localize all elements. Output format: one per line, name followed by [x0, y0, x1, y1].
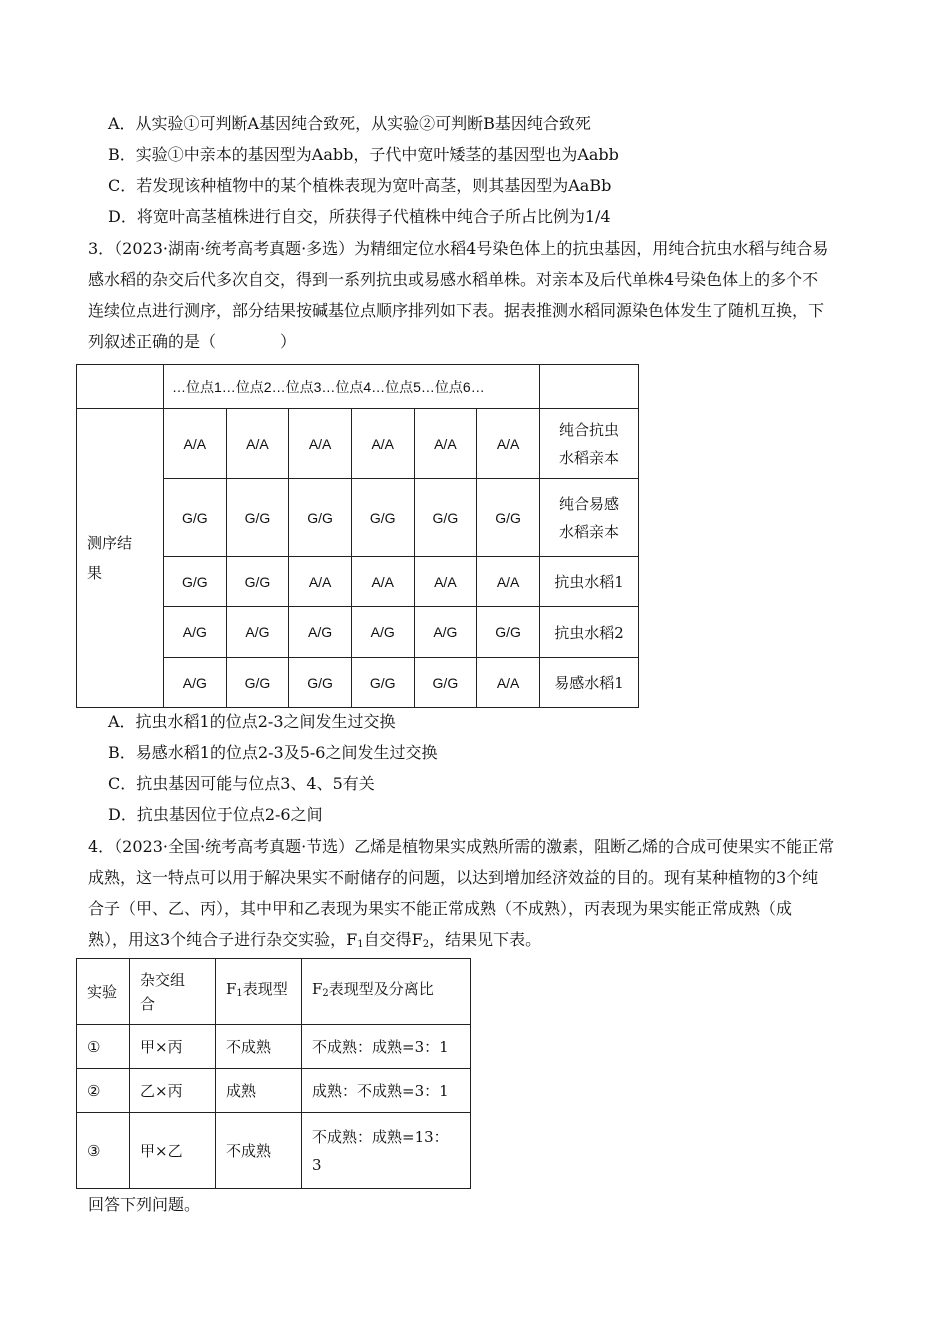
- cell-cross: 乙×丙: [130, 1069, 216, 1113]
- cell-experiment: ②: [77, 1069, 130, 1113]
- genotype-cell: A/A: [351, 557, 414, 607]
- genotype-cell: A/G: [289, 607, 352, 658]
- row-label: 抗虫水稻2: [540, 607, 639, 658]
- cell-f2: 成熟：不成熟=3：1: [302, 1069, 471, 1113]
- genotype-cell: A/A: [289, 557, 352, 607]
- genotype-cell: G/G: [414, 658, 477, 708]
- row-group-label: 测序结 果: [77, 409, 164, 708]
- genotype-cell: A/G: [414, 607, 477, 658]
- table-row: [77, 1025, 471, 1069]
- genotype-cell: G/G: [351, 479, 414, 557]
- cell-f1: 成熟: [216, 1069, 302, 1113]
- genotype-cell: A/A: [414, 557, 477, 607]
- genotype-cell: A/A: [477, 409, 540, 479]
- q2-option-b: B．实验①中亲本的基因型为Aabb，子代中宽叶矮茎的基因型也为Aabb: [108, 145, 619, 164]
- genotype-cell: G/G: [414, 479, 477, 557]
- sequencing-table: [76, 364, 639, 708]
- q3-option-a: A．抗虫水稻1的位点2-3之间发生过交换: [108, 712, 396, 731]
- q2-option-c: C．若发现该种植物中的某个植株表现为宽叶高茎，则其基因型为AaBb: [108, 176, 612, 195]
- q4-prompt: 回答下列问题。: [88, 1195, 201, 1214]
- q3-stem-line: 感水稻的杂交后代多次自交，得到一系列抗虫或易感水稻单株。对亲本及后代单株4号染色体上的多个不: [88, 270, 819, 289]
- q4-stem-line: 合子（甲、乙、丙），其中甲和乙表现为果实不能正常成熟（不成熟），丙表现为果实能正常成熟（成: [88, 899, 793, 918]
- genotype-cell: A/G: [164, 607, 227, 658]
- locus-header: …位点1…位点2…位点3…位点4…位点5…位点6…: [164, 365, 540, 409]
- genotype-cell: A/A: [351, 409, 414, 479]
- cross-results-table: [76, 958, 471, 1189]
- table-header-row: [77, 959, 471, 1025]
- genotype-cell: A/G: [351, 607, 414, 658]
- header-f1: $F_1$表现型: [216, 959, 302, 1025]
- table-header-blank: [540, 365, 639, 409]
- table-row: [77, 1113, 471, 1189]
- genotype-cell: A/A: [164, 409, 227, 479]
- q4-stem-line: 4．（2023·全国·统考高考真题·节选）乙烯是植物果实成熟所需的激素，阻断乙烯的合成可使果实不能正常: [88, 837, 835, 856]
- genotype-cell: G/G: [477, 607, 540, 658]
- cell-experiment: ①: [77, 1025, 130, 1069]
- cell-f2: 不成熟：成熟=3：1: [302, 1025, 471, 1069]
- genotype-cell: G/G: [164, 557, 227, 607]
- q4-stem-line: 熟），用这3个纯合子进行杂交实验，$F_1$自交得$F_2$，结果见下表。: [88, 930, 542, 950]
- table-corner: [77, 365, 164, 409]
- cell-cross: 甲×丙: [130, 1025, 216, 1069]
- genotype-cell: G/G: [164, 479, 227, 557]
- genotype-cell: A/A: [414, 409, 477, 479]
- q2-option-d: D．将宽叶高茎植株进行自交，所获得子代植株中纯合子所占比例为1/4: [108, 207, 611, 226]
- cell-experiment: ③: [77, 1113, 130, 1189]
- genotype-cell: A/G: [164, 658, 227, 708]
- header-experiment: 实验: [77, 959, 130, 1025]
- header-f2: $F_2$表现型及分离比: [302, 959, 471, 1025]
- row-label: 易感水稻1: [540, 658, 639, 708]
- q3-stem-line: 连续位点进行测序，部分结果按碱基位点顺序排列如下表。据表推测水稻同源染色体发生了随机互换，下: [88, 301, 825, 320]
- genotype-cell: G/G: [477, 479, 540, 557]
- q3-option-d: D．抗虫基因位于位点2-6之间: [108, 805, 323, 824]
- genotype-cell: A/A: [477, 658, 540, 708]
- genotype-cell: G/G: [226, 658, 289, 708]
- cell-f1: 不成熟: [216, 1025, 302, 1069]
- q3-option-c: C．抗虫基因可能与位点3、4、5有关: [108, 774, 375, 793]
- genotype-cell: G/G: [289, 658, 352, 708]
- genotype-cell: G/G: [226, 479, 289, 557]
- genotype-cell: A/G: [226, 607, 289, 658]
- q4-stem-line: 成熟，这一特点可以用于解决果实不耐储存的问题，以达到增加经济效益的目的。现有某种植物的3个纯: [88, 868, 819, 887]
- q3-stem-line: 3．（2023·湖南·统考高考真题·多选）为精细定位水稻4号染色体上的抗虫基因，用纯合抗虫水稻与纯合易: [88, 239, 829, 258]
- header-cross: 杂交组 合: [130, 959, 216, 1025]
- cell-f1: 不成熟: [216, 1113, 302, 1189]
- table-row: [77, 409, 639, 479]
- row-label: 纯合易感 水稻亲本: [540, 479, 639, 557]
- q2-option-a: A．从实验①可判断A基因纯合致死，从实验②可判断B基因纯合致死: [108, 114, 591, 133]
- row-label: 纯合抗虫 水稻亲本: [540, 409, 639, 479]
- genotype-cell: G/G: [289, 479, 352, 557]
- row-label: 抗虫水稻1: [540, 557, 639, 607]
- q3-option-b: B．易感水稻1的位点2-3及5-6之间发生过交换: [108, 743, 438, 762]
- genotype-cell: G/G: [351, 658, 414, 708]
- genotype-cell: A/A: [477, 557, 540, 607]
- cell-f2: 不成熟：成熟=13： 3: [302, 1113, 471, 1189]
- genotype-cell: A/A: [226, 409, 289, 479]
- genotype-cell: G/G: [226, 557, 289, 607]
- genotype-cell: A/A: [289, 409, 352, 479]
- cell-cross: 甲×乙: [130, 1113, 216, 1189]
- table-row: [77, 1069, 471, 1113]
- q3-stem-line: 列叙述正确的是（ ）: [88, 332, 297, 351]
